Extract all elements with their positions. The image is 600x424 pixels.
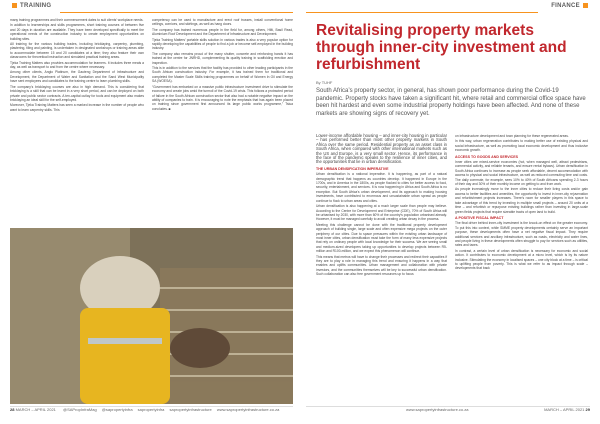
left-column-2 xyxy=(152,18,293,112)
section-subheading: ACCESS TO GOODS AND SERVICES xyxy=(455,154,519,159)
paragraph: All training for the various building trades, including bricklaying, carpentry, plumbing, plastering, tiling and painting, is undertaken in designated workshops or training areas able to accommodate between 15 and 20 candidates at a time; they also feature their own classrooms for theoretical instruction and simulated practical training areas. xyxy=(10,42,144,60)
instagram-handle[interactable]: @sapropertyinfra xyxy=(101,407,133,412)
right-footer xyxy=(306,406,590,421)
twitter-handle[interactable]: @SAPropInfraMag xyxy=(63,407,97,412)
article-intro: South Africa’s property sector, in general, has shown poor performance during the Covid-19 pandemic. Property stocks have taken a significant hit, where retail and commercial office space have been hit hardest and even some industrial property holdings have been affected. And none of these markets are showing signs of recovery yet. xyxy=(316,88,586,117)
section-tag-label: TRAINING xyxy=(20,3,52,10)
paragraph: Tjeka Training Matters’ portable skills solution in various trades is also a very popular option for rapidly developing the capabilities of people to find a job or become self-employed in the building industry. xyxy=(152,37,293,51)
website-link[interactable]: www.sapropertyinfrastructure.co.za xyxy=(216,407,280,412)
section-tag-label: FINANCE xyxy=(551,3,580,10)
section-subheading: THE URBAN DENSIFICATION IMPERATIVE xyxy=(316,166,389,171)
paragraph: In addition to learnerships and skills programmes, short training courses of between five and 20 days in duration are available. They have been developed specifically to meet the operational needs of the construction industry to create employment opportunities on building sites. xyxy=(10,23,144,41)
page-number: 29 xyxy=(585,407,590,412)
paragraph: As people increasingly move to the inner cities to reduce their living costs and/or gain access to better facilities and amenities, the opportunity to invest in inner-city rejuvenation and refurbishment projects increases. There’s room for smaller players in this space to take advantage of this trend by investing in multiple small projects – around 20 units at a time – and refurbish or repurpose existing buildings rather than investing in large-scale green fields projects that require sizeable tracts of open land to build. xyxy=(455,187,588,214)
paragraph: Urban densification is also happening at a much larger scale than people may believe. According to the Centre for Development and Enterprise (CDE), 70% of South Africa will be urbanised by 2030, with more than 60% of the country’s population urbanised already. However, it must be managed carefully to avoid creating urban decay in the process. xyxy=(316,204,447,222)
paragraph: In this way, urban regeneration contributes to making better use of existing physical and social infrastructure, as well as promoting local economic development and thus inclusive economic growth. xyxy=(455,139,588,153)
bricklaying-photo xyxy=(10,228,293,404)
article-byline: By TUHF xyxy=(316,80,333,85)
paragraph: Urban densification is a national imperative. It is happening, as part of a natural demographic trend that happens as countries develop. It happened in Europe in the 1700s, and in America in the 1800s, as people flocked to cities for better access to food, security, entertainment, and services. It is now happening in Africa and South Africa is no exception. But South Africa’s urban development, and its approach to making housing investments, have contributed to enormous and unsustainable urban sprawl as people continue to flock to urban areas and cities. xyxy=(316,172,447,203)
issue-date: MARCH – APRIL 2021 xyxy=(15,407,56,412)
article-headline: Revitalising property markets through inner-city investment and refurbishment xyxy=(316,22,567,73)
paragraph: The company’s bricklaying courses are also in high demand. This is considering that bricklaying is a skill that can be learnt in a very short period, and can be deployed on both private and public sector contracts. A ten-capital outlay for tools and equipment also makes bricklaying an ideal skill for the self-employed. xyxy=(10,84,144,102)
paragraph: competency can be used to manufacture and erect roof trusses, install conventional home ceilings, cornices, and skirtings, as well as hang doors. xyxy=(152,18,293,27)
page-header xyxy=(0,0,600,14)
paragraph: This means that metros will have to change their processes and redirect their capacities if they are to play a role in managing this trend and ensuring it happens in a way that enables and uplifts communities. Urban management and collaboration with private investors, and the communities themselves will be key to successful urban densification. Such collaboration can also free government resources up to focus xyxy=(316,254,447,277)
paragraph: Moreover, Tjeka Training Matters has seen a marked increase in the number of people who want to learn carpentry skills. This xyxy=(10,103,144,112)
paragraph: In contrast, a certain level of urban densification is necessary for economic and social action. It contributes to economic development at a micro level, which is by its nature inclusive. Stimulating the economy in localised spaces – one city block at a time – is critical to uplifting people from poverty. This is what we refer to as impact through scale – developments that back xyxy=(455,248,588,271)
website-link[interactable]: www.sapropertyinfrastructure.co.za xyxy=(406,407,469,412)
paragraph: on infrastructure development and town planning for these regenerated areas. xyxy=(455,134,569,138)
header-rule xyxy=(306,12,538,13)
left-column-1 xyxy=(10,18,144,113)
paragraph: many training programmes and their commencement dates to suit clients’ workplace needs. xyxy=(10,18,144,22)
right-column-2 xyxy=(455,134,588,272)
section-marker-icon xyxy=(583,3,588,8)
section-tag-finance xyxy=(551,3,588,9)
right-column-1 xyxy=(316,134,447,278)
paragraph: “Government has embarked on a massive public infrastructure investment drive to stimulate the economy and create jobs amid the turmoil of the Covid-19 crisis. This follows a protracted period of failure in the South African construction sector that also had a notable negative impact on the ability of companies to train. It is encouraging to note the emphasis that has again been placed on training since government first announced its large public works programme,” Tsiua concludes. ■ xyxy=(152,84,293,111)
paragraph: The company has trained numerous people in the field for, among others, Hilti, Basil Read, Aluminium Roof Development and the Department of Infrastructure and Development. xyxy=(152,27,293,37)
paragraph: This is in addition to the services that the facility has provided to other leading participants in the South African construction industry. For example, it has trained them for traditional and completed the Master Scale Skills training programmes on behalf of Women In Oil and Energy SA (WOESA). xyxy=(152,66,293,84)
linkedin-handle[interactable]: sapropertyinfrastructure xyxy=(169,407,212,412)
paragraph: Inner cities are mixed-service economies (hot, when managed well, attract pedestrians, commercial activity, and reliable tenants, and ensure rental bylaws). Urban densification in South Africa continues to increase as people seek affordable, decent accommodation with access to physical and social infrastructure, as well as reduced commuting time and costs. The daily commute, for example, sees 10% to 40% of South Africans spending 2-3 hours of their day and 30% of their monthly income on getting to and from work. xyxy=(455,160,588,187)
paragraph: Among other clients, Anglo Platinum, the Gauteng Department of Infrastructure and Development, the Department of Water and Sanitation and the Sand West Municipality have sent employees and candidates to the training centre to learn plumbing skills. xyxy=(10,70,144,84)
section-marker-icon xyxy=(12,3,17,8)
facebook-handle[interactable]: sapropertyinfra xyxy=(137,407,165,412)
paragraph: The company also remains proud of the many shutter, concrete and reinforcing hands it has trained at the centre for JNRHD, complementing its quality training in scaffolding erection and inspection. xyxy=(152,51,293,65)
paragraph: Meeting this challenge cannot be done with the traditional property development approach of building single, large scale and often expensive mega projects on the outer periphery of our cities. Due to space pressures within the existing urban landscape of most inner cities, urban densification must take the form of many less expensive projects that rely on ordinary people with local knowledge for their success. We are seeing small and medium-sized developers taking up opportunities to develop projects between R5-million and R100-million, and we expect this phenomenon will continue. xyxy=(316,222,447,254)
left-footer xyxy=(10,406,293,421)
header-rule xyxy=(60,12,293,13)
page-number: 28 xyxy=(10,407,15,412)
photo-illustration xyxy=(10,228,293,404)
lead-paragraph: Lower-income affordable housing – and inner-city housing in particular – has performed better than most other property markets in South Africa over the same period. Residential property as an asset class in South Africa, when compared with other international markets such as the US and Europe, is a very small sector. Hence, its performance in the face of the pandemic speaks to the resilience of inner cities, and the opportunities that lie in urban densification. xyxy=(316,133,447,165)
issue-date: MARCH – APRIL 2021 xyxy=(544,407,585,412)
paragraph: The final driver behind inner-city investment is the knock-on effect on the greater economy. To put this into context, while SMME property developments certainly serve an important purpose, these developments often have a net negative fiscal impact. They require additional services and ancillary infrastructure, such as roads, electricity and water lines, and people living in these developments often struggle to pay for services such as utilities, rates and taxes. xyxy=(455,221,588,248)
paragraph: Tjeka Training Matters also provides accommodation for learners. It includes three meals a day, as well as transport to and from the centre where necessary. xyxy=(10,60,144,70)
section-subheading: A POSITIVE FISCAL IMPACT xyxy=(455,215,504,220)
section-tag-training xyxy=(12,3,51,9)
